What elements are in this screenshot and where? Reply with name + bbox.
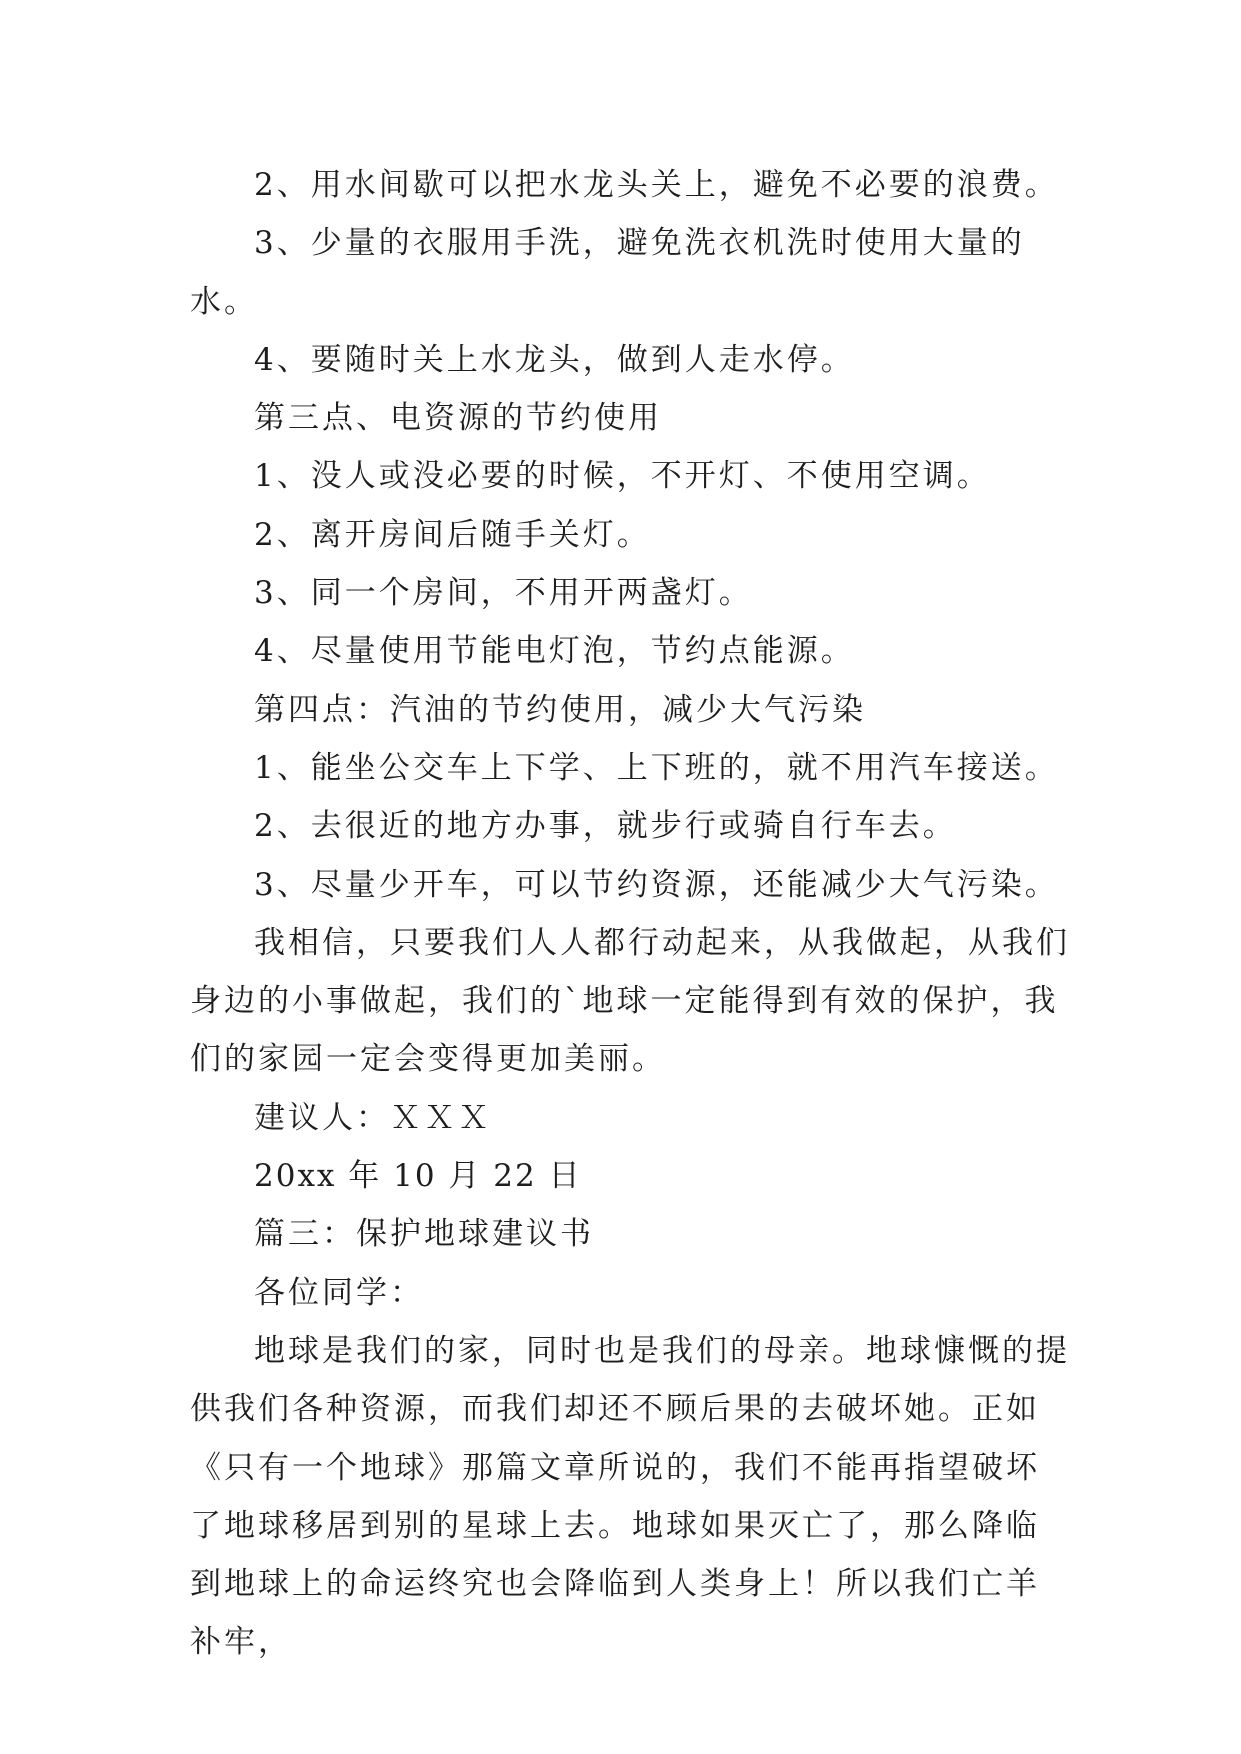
list-item-bus: 1、能坐公交车上下学、上下班的，就不用汽车接送。 xyxy=(254,749,1059,786)
list-item-walk-bike: 2、去很近的地方办事，就步行或骑自行车去。 xyxy=(254,808,957,845)
body-paragraph: 地球是我们的家，同时也是我们的母亲。地球慷慨的提供我们各种资源，而我们却还不顾后果的去破坏她。正如《只有一个地球》那篇文章所说的，我们不能再指望破坏了地球移居到别的星球上去。地球如果灭亡了，那么降临到地球上的命运终究也会降临到人类身上！所以我们亡羊补牢， xyxy=(190,1332,1070,1661)
list-item-turn-off-tap: 4、要随时关上水龙头，做到人走水停。 xyxy=(254,341,855,378)
signature-line: 建议人：ＸＸＸ xyxy=(254,1099,492,1136)
section-title-part-three: 篇三：保护地球建议书 xyxy=(254,1216,594,1253)
document-body xyxy=(190,156,1070,1672)
list-item-energy-bulbs: 4、尽量使用节能电灯泡，节约点能源。 xyxy=(254,633,855,670)
section-heading-gasoline: 第四点：汽油的节约使用，减少大气污染 xyxy=(254,691,866,728)
salutation: 各位同学： xyxy=(254,1274,424,1311)
list-item-water-tap-pause: 2、用水间歇可以把水龙头关上，避免不必要的浪费。 xyxy=(254,167,1059,203)
list-item-leave-room: 2、离开房间后随手关灯。 xyxy=(254,516,651,553)
date-line: 20xx 年 10 月 22 日 xyxy=(254,1158,582,1195)
section-heading-electricity: 第三点、电资源的节约使用 xyxy=(254,400,662,437)
list-item-one-lamp: 3、同一个房间，不用开两盏灯。 xyxy=(254,575,753,612)
closing-paragraph: 我相信，只要我们人人都行动起来，从我做起，从我们身边的小事做起，我们的`地球一定能得到有效的保护，我们的家园一定会变得更加美丽。 xyxy=(190,924,1070,1078)
list-item-hand-wash: 3、少量的衣服用手洗，避免洗衣机洗时使用大量的水。 xyxy=(190,225,1025,320)
list-item-no-lights: 1、没人或没必要的时候，不开灯、不使用空调。 xyxy=(254,458,991,495)
list-item-drive-less: 3、尽量少开车，可以节约资源，还能减少大气污染。 xyxy=(254,866,1059,903)
